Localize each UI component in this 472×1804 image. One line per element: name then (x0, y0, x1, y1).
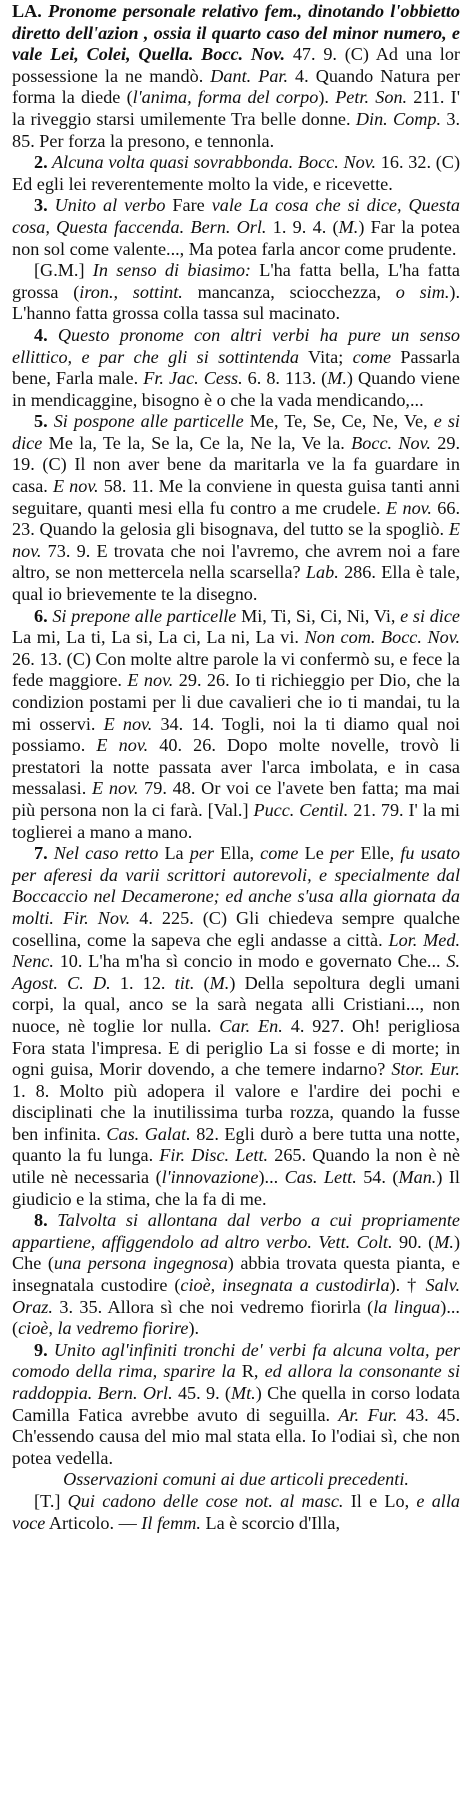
text-segment: Salv. Oraz. (12, 1275, 460, 1317)
text-segment: 43. 45. Ch'essendo causa del mio mal stata ella. Io l'odiai sì, che non potea vedella. (12, 1404, 461, 1468)
text-segment: [G.M.] (34, 260, 85, 281)
text-segment: ) Quando viene in mendicaggine, bisogno è o che la vada mendicando,... (12, 368, 460, 410)
text-segment: E nov. (12, 519, 460, 561)
text-segment: tit. (165, 972, 195, 993)
text-segment: Fr. Jac. Cess. (138, 368, 243, 389)
text-segment: 211. I' la riveggio starsi umilemente Tra belle donne. (12, 87, 461, 129)
text-segment: ). † (389, 1275, 426, 1296)
text-segment: E nov. (121, 670, 174, 691)
text-segment: come (343, 346, 392, 367)
text-segment: ) Della sepoltura degli umani corpi, la qual, anco se la sarà negata alli Cristiani..., non nuoce, nè toglie lor nulla. (12, 972, 461, 1036)
entry-paragraph (12, 411, 460, 605)
text-segment: ). (188, 1318, 200, 1339)
text-segment: 4. Quando Natura per forma la diede ( (12, 65, 461, 108)
text-segment: iron., sottint. (79, 281, 183, 302)
text-segment: Unito al verbo (47, 195, 166, 216)
text-segment: M. (338, 216, 359, 237)
text-segment: Bocc. Nov. (344, 432, 431, 453)
text-segment: ( (194, 972, 210, 993)
text-segment: 21. 79. I' la mi toglierei a mano a mano. (12, 799, 460, 842)
text-segment: 26. 13. (C) Con molte altre parole la vi confermò su, e fece la fede maggiore. (12, 648, 460, 691)
text-segment: E nov. (95, 713, 153, 734)
text-segment: 4. 927. Oh! perigliosa Fora stata l'impresa. E di periglio La si fosse e di morte; in ogni guisa, Morir dovendo, a che temere indarno? (12, 1015, 460, 1080)
entry-paragraph (12, 1340, 460, 1470)
entry-paragraph (12, 606, 460, 844)
text-segment: 3. (34, 195, 48, 216)
text-segment: M. (434, 1231, 454, 1252)
text-segment: 16. 32. (C) Ed egli lei reverentemente molto la vide, e ricevette. (12, 152, 460, 194)
text-segment: 3. 35. Allora sì che noi vedremo fiorirla ( (52, 1296, 374, 1317)
text-segment: 40. 26. Dopo molte novelle, trovò li prestatori la notte passata aver l'arca imbolata, e in casa messalasi. (12, 735, 460, 799)
text-segment: 8. (34, 1210, 48, 1231)
text-segment: cioè, insegnata a custodirla (180, 1275, 390, 1296)
text-segment: una persona ingegnosa (53, 1253, 228, 1274)
text-segment: [T.] (34, 1490, 61, 1511)
entry-paragraph (12, 1491, 460, 1534)
text-segment: ed allora la consonante si raddoppia. Bern. Orl. (12, 1361, 461, 1403)
text-segment: 3. 85. Per forza la presono, e tennonla. (12, 108, 461, 151)
text-segment: Osservazioni comuni ai due articoli precedenti. (63, 1469, 409, 1490)
text-segment: E nov. (380, 497, 432, 518)
text-segment: ) Il giudicio e la stima, che la fa di me. (12, 1167, 460, 1209)
text-segment: 45. 9. ( (172, 1383, 231, 1403)
text-segment: 54. ( (356, 1167, 399, 1188)
text-segment: 265. Quando la non è nè utile nè necessaria ( (12, 1145, 460, 1188)
text-segment: la lingua (373, 1296, 441, 1317)
text-segment: l'innovazione (161, 1167, 259, 1188)
text-segment: Articolo. (45, 1512, 115, 1533)
text-segment: Me la, Te la, Se la, Ce la, Ne la, Ve la. (42, 432, 345, 453)
text-segment: Unito agl'infiniti tronchi de' verbi fa alcuna volta, per comodo della rima, sparire la (12, 1339, 460, 1382)
text-segment: Car. En. (211, 1015, 283, 1036)
text-segment: e alla voce (12, 1490, 461, 1533)
text-segment: Si pospone alle particelle (47, 411, 244, 432)
text-segment: ). L'hanno fatta grossa colla tassa sul macinato. (12, 281, 461, 324)
text-segment: Petr. Son. (328, 87, 408, 108)
text-segment: cioè, la vedremo fiorire (18, 1318, 189, 1339)
text-segment: E nov. (85, 735, 149, 756)
text-segment: Man. (398, 1167, 437, 1188)
text-segment: 9. (34, 1339, 48, 1360)
text-segment: Me, Te, Se, Ce, Ne, Ve, (243, 411, 428, 432)
text-segment: 4. 225. (C) Gli chiedeva sempre qualche cosellina, come la sapeva che egli andasse a città. (12, 907, 460, 950)
entry-paragraph (12, 1210, 460, 1340)
text-segment: 1. 12. (110, 972, 166, 993)
text-segment: 286. Ella è tale, qual io brievemente te la disegno. (12, 562, 460, 605)
text-segment: ) abbia trovata questa pianta, e insegnatala custodire ( (12, 1253, 460, 1296)
text-segment: Si prepone alle particelle (47, 605, 237, 626)
text-segment: e si dice (12, 411, 460, 453)
text-segment: LA. (12, 1, 42, 21)
text-segment: 58. 11. Me la conviene in questa guisa tanti anni seguitare, quanti mesi ella fu contro a me crudele. (12, 476, 460, 518)
text-segment: Questo pronome con altri verbi ha pure un senso ellittico, e par che gli si sottintenda (12, 324, 460, 367)
text-segment: Cas. Galat. (100, 1123, 191, 1144)
text-segment: Mt. (230, 1383, 256, 1403)
text-segment: mancanza, sciocchezza, (182, 281, 381, 302)
text-segment: Non com. Bocc. Nov. (298, 627, 460, 648)
text-segment: Le (298, 843, 324, 864)
text-segment: o sim. (380, 281, 450, 302)
text-segment: )... ( (12, 1296, 460, 1339)
text-segment: Passarla bene, Farla male. (12, 346, 461, 389)
text-segment: vale La cosa che si dice, Questa cosa, Questa faccenda. Bern. Orl. (12, 195, 460, 237)
text-segment: ) Che quella in corso lodata Camilla Fatica avrebbe avuto di seguilla. (12, 1383, 460, 1425)
text-segment: e si dice (395, 605, 460, 626)
text-segment: Fare (165, 195, 205, 216)
text-segment: 34. 14. Togli, noi la ti diamo qual noi possiamo. (12, 713, 460, 756)
text-segment: Il femm. (141, 1512, 201, 1533)
text-segment: Vita; (299, 346, 344, 367)
text-segment: 1. 9. 4. ( (266, 216, 339, 237)
text-segment: R, (235, 1361, 259, 1382)
text-segment: come (254, 843, 299, 864)
text-segment: 4. (34, 324, 48, 345)
text-segment: ) Che ( (12, 1231, 460, 1274)
text-segment: 29. 26. Io ti richieggio per Dio, che la condizion postami per li due cavalieri che io ti mandai, tu la mi osservi. (12, 670, 460, 734)
text-segment: 5. (34, 411, 48, 432)
text-segment: In senso di biasimo: (84, 260, 251, 281)
text-segment: 82. Egli durò a bere tutta una notte, quanto la fu lunga. (12, 1123, 460, 1166)
text-segment: S. Agost. C. D. (12, 951, 461, 993)
text-segment: 6. (34, 605, 48, 626)
text-segment: Pucc. Centil. (248, 799, 349, 820)
text-segment: l'anima, forma del corpo (132, 87, 319, 108)
text-segment: Mi, Ti, Si, Ci, Ni, Vi, (236, 605, 396, 626)
text-segment: 90. ( (392, 1231, 435, 1252)
text-segment: La è scorcio d'Illa, (200, 1512, 341, 1533)
text-segment: 7. (34, 843, 48, 864)
text-segment: Din. Comp. (350, 108, 442, 129)
text-segment: Ar. Fur. (330, 1404, 398, 1425)
text-segment: E nov. (86, 778, 139, 799)
text-segment: 73. 9. E trovata che noi l'avremo, che avrem noi a fare altro, se non mettercela nella scarsella? (12, 540, 460, 583)
text-segment: Ella, (214, 843, 254, 864)
text-segment: Il e Lo, (343, 1490, 410, 1511)
entry-paragraph (12, 195, 460, 260)
text-segment: ) Far la potea non sol come valente..., Ma potea farla ancor come prudente. (12, 216, 460, 259)
entry-paragraph (12, 152, 460, 195)
text-segment: Lab. (300, 562, 339, 583)
entry-paragraph (12, 325, 460, 411)
text-segment: M. (327, 368, 347, 389)
text-segment: Alcuna volta quasi sovrabbonda. Bocc. Nov. (47, 152, 377, 173)
text-segment: ). (318, 87, 329, 108)
text-segment: 66. 23. Quando la gelosia gli bisognava, del tutto se la spogliò. (12, 497, 460, 540)
text-segment: per (183, 843, 215, 864)
text-segment: La mi, La ti, La si, La ci, La ni, La vi. (12, 627, 299, 648)
text-segment: L'ha fatta bella, L'ha fatta grossa ( (12, 260, 460, 302)
text-segment: fu usato per aferesi da varii scrittori autorevoli, e specialmente dal Boccaccio nel Decamerone; ed anche s'usa alla giornata da molti. Fir. Nov. (12, 843, 461, 928)
text-segment: Stor. Eur. (385, 1059, 460, 1080)
entry-paragraph (12, 843, 460, 1210)
text-segment: 1. 8. Molto più adopera il valore e l'ardire dei pochi e disciplinati che la inutilissima turba rozza, quando la fusse ben infinita. (12, 1080, 460, 1144)
text-segment: Cas. Lett. (278, 1167, 357, 1188)
text-segment: Qui cadono delle cose not. al masc. (60, 1490, 344, 1511)
text-segment: Lor. Med. Nenc. (12, 929, 460, 972)
text-segment: 10. L'ha m'ha sì concio in modo e governato Che... (53, 951, 441, 972)
text-segment: E nov. (47, 476, 99, 497)
text-segment: — (114, 1512, 142, 1533)
text-segment: 29. 19. (C) Il non aver bene da maritarla ve la fa guardare in casa. (12, 432, 461, 497)
text-segment: M. (209, 972, 230, 993)
text-segment: Nel caso retto (47, 843, 159, 864)
text-segment: 6. 8. 113. ( (242, 368, 328, 389)
text-segment: Elle, (354, 843, 395, 864)
section-heading (12, 1469, 460, 1491)
text-segment: per (323, 843, 355, 864)
entry-paragraph (12, 260, 460, 325)
text-segment: Fir. Disc. Lett. (153, 1145, 269, 1166)
text-segment: 79. 48. Or voi ce l'avete ben fatta; ma mai più persona non la ci farà. [Val.] (12, 778, 460, 820)
text-segment: La (158, 843, 184, 864)
text-segment: Talvolta si allontana dal verbo a cui propriamente appartiene, affiggendolo ad altro verbo. Vett. Colt. (12, 1210, 460, 1252)
text-segment: 47. 9. (C) Ad una lor possessione la ne mandò. (12, 44, 460, 86)
text-segment: Dant. Par. (203, 65, 289, 86)
text-segment: )... (258, 1167, 279, 1188)
text-segment: 2. (34, 152, 48, 173)
text-segment: Pronome personale relativo fem., dinotando l'obbietto diretto dell'azion , ossia il quarto caso del minor numero, e vale Lei, Colei, Quella. Bocc. Nov. (12, 1, 460, 65)
entry-paragraph (12, 1, 460, 152)
